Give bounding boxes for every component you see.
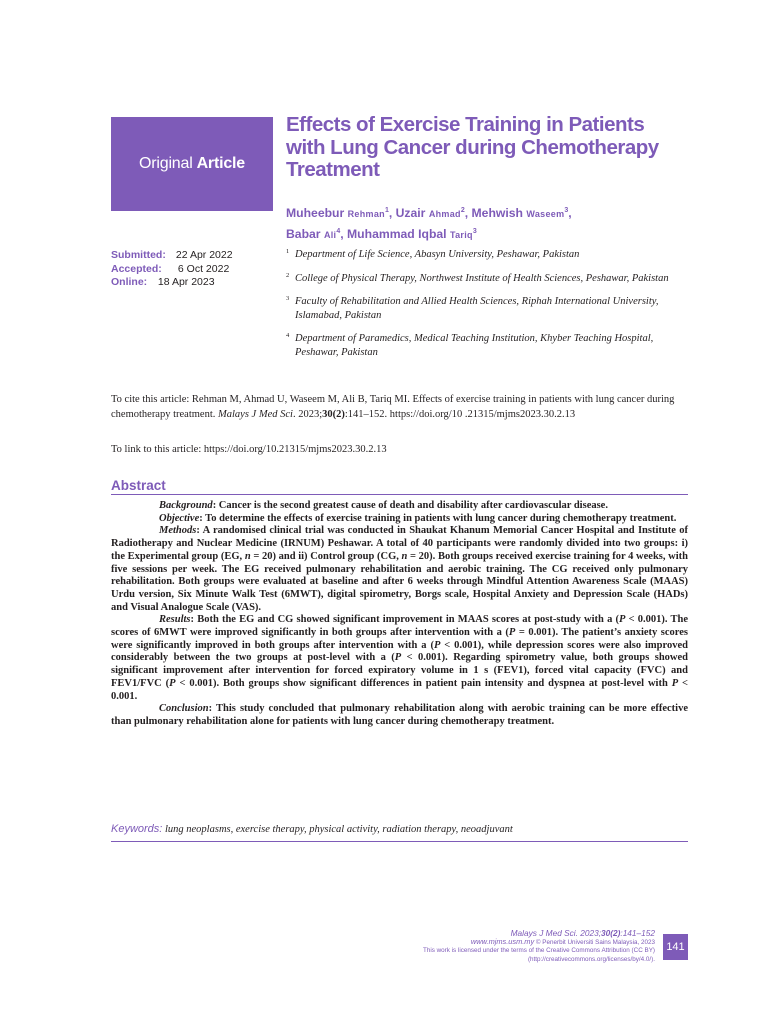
badge-word-original: Original	[139, 155, 193, 172]
author-name: Muheebur Rehman$^1$	[286, 206, 389, 221]
footer-copyright: www.mjms.usm.my © Penerbit Universiti Sains Malaysia, 2023	[470, 937, 655, 946]
abstract-conclusion: Conclusion: This study concluded that pulmonary rehabilitation along with aerobic training can be more effective than pulmonary rehabilitation alone for patients with lung cancer during chemotherapy treatment.	[111, 703, 688, 727]
author-name: Uzair Ahmad$^2$	[395, 206, 465, 221]
affiliation-item: 2 College of Physical Therapy, Northwest Institute of Health Sciences, Peshawar, Pakistan	[286, 271, 669, 284]
publication-dates	[111, 249, 233, 290]
abstract-objective: Objective: To determine the effects of exercise training in patients with lung cancer during chemotherapy treatment.	[159, 512, 677, 524]
affiliation-item: 3 Faculty of Rehabilitation and Allied Health Sciences, Riphah International University, Islamabad, Pakistan	[286, 295, 659, 321]
page-number: 141	[663, 934, 688, 960]
affiliation-item: 4 Department of Paramedics, Medical Teaching Institution, Khyber Teaching Hospital, Peshawar, Pakistan	[286, 332, 654, 358]
footer-license-1: This work is licensed under the terms of the Creative Commons Attribution (CC BY)	[422, 947, 655, 955]
article-title: Effects of Exercise Training in Patients with Lung Cancer during Chemotherapy Treatment	[286, 113, 659, 181]
citation-text: To cite this article: Rehman M, Ahmad U, Waseem M, Ali B, Tariq MI. Effects of exercise training in patients with lung cancer during chemotherapy treatment. Malays J Med Sci. 2023;30(2):141–152. https://doi.org/10 .21315/mjms2023.30.2.13	[111, 394, 675, 420]
journal-url[interactable]: www.mjms.usm.my	[470, 937, 535, 946]
keywords-divider	[111, 841, 688, 842]
author-name: Mehwish Waseem$^3$	[471, 206, 569, 221]
abstract-results: Results: Both the EG and CG showed significant improvement in MAAS scores at post-study with a (P < 0.001). The scores of 6MWT were improved significantly in both groups after intervention with a (P = 0.001). The patient’s anxiety scores were significantly improved in both groups after intervention with a (P < 0.001), while depression scores were also improved considerably between the two groups at post-level with a (P < 0.001). Regarding spirometry value, both groups showed significant improvement after intervention for forced expiratory volume in 1 s (FEV1), forced vital capacity (FVC) and FEV1/FVC (P < 0.001). Both groups show significant differences in patient pain intensity and dyspnea at post-level with P < 0.001.	[111, 614, 688, 702]
affiliation-item: 1 Department of Life Science, Abasyn University, Peshawar, Pakistan	[286, 248, 580, 260]
abstract-methods: Methods: A randomised clinical trial was conducted in Shaukat Khanum Memorial Cancer Hospital and Institute of Radiotherapy and Nuclear Medicine (IRNUM) Peshawar. A total of 40 participants were randomly divided into two groups: i) the Experimental group (EG, n = 20) and ii) Control group (CG, n = 20). Both groups received exercise training for 4 weeks, with five sessions per week. The EG received pulmonary rehabilitation and aerobic training. The CG received only pulmonary rehabilitation. Both groups were evaluated at baseline and after 6 weeks through Mindful Attention Awareness Scale (MAAS) Urdu version, Six Minute Walk Test (6MWT), digital spirometry, Borgs scale, Hospital Anxiety and Depression Scale (HADs) and Visual Analogue Scale (VAS).	[111, 525, 688, 613]
submitted-date: Submitted: 22 Apr 2022	[111, 249, 233, 261]
footer-license-2[interactable]: (http://creativecommons.org/licenses/by/4.0/).	[527, 955, 655, 963]
article-type-badge	[111, 117, 273, 211]
keywords-text: lung neoplasms, exercise therapy, physical activity, radiation therapy, neoadjuvant	[164, 824, 513, 835]
keywords-label: Keywords:	[111, 823, 163, 835]
abstract-body	[111, 500, 688, 729]
page-footer	[325, 928, 655, 964]
abstract-background: Background: Cancer is the second greatest cause of death and disability after cardiovascular disease.	[159, 500, 608, 511]
online-date: Online: 18 Apr 2023	[111, 276, 215, 288]
abstract-divider	[111, 494, 688, 495]
affiliation-list	[286, 248, 688, 369]
abstract-heading: Abstract	[111, 478, 166, 493]
footer-journal-citation: Malays J Med Sci. 2023;30(2):141–152	[510, 928, 655, 938]
author-list: Muheebur Rehman$^1$, Uzair Ahmad$^2$, Mehwish Waseem$^3$, Babar Ali$^4$, Muhammad Iqbal Tariq$^3$	[286, 206, 572, 242]
keywords-line	[111, 822, 688, 837]
badge-word-article: Article	[196, 155, 245, 172]
accepted-date: Accepted: 6 Oct 2022	[111, 262, 230, 275]
author-name: Muhammad Iqbal Tariq$^3$	[347, 227, 477, 242]
author-name: Babar Ali$^4$	[286, 227, 341, 242]
article-link[interactable]: To link to this article: https://doi.org/10.21315/mjms2023.30.2.13	[111, 444, 387, 455]
